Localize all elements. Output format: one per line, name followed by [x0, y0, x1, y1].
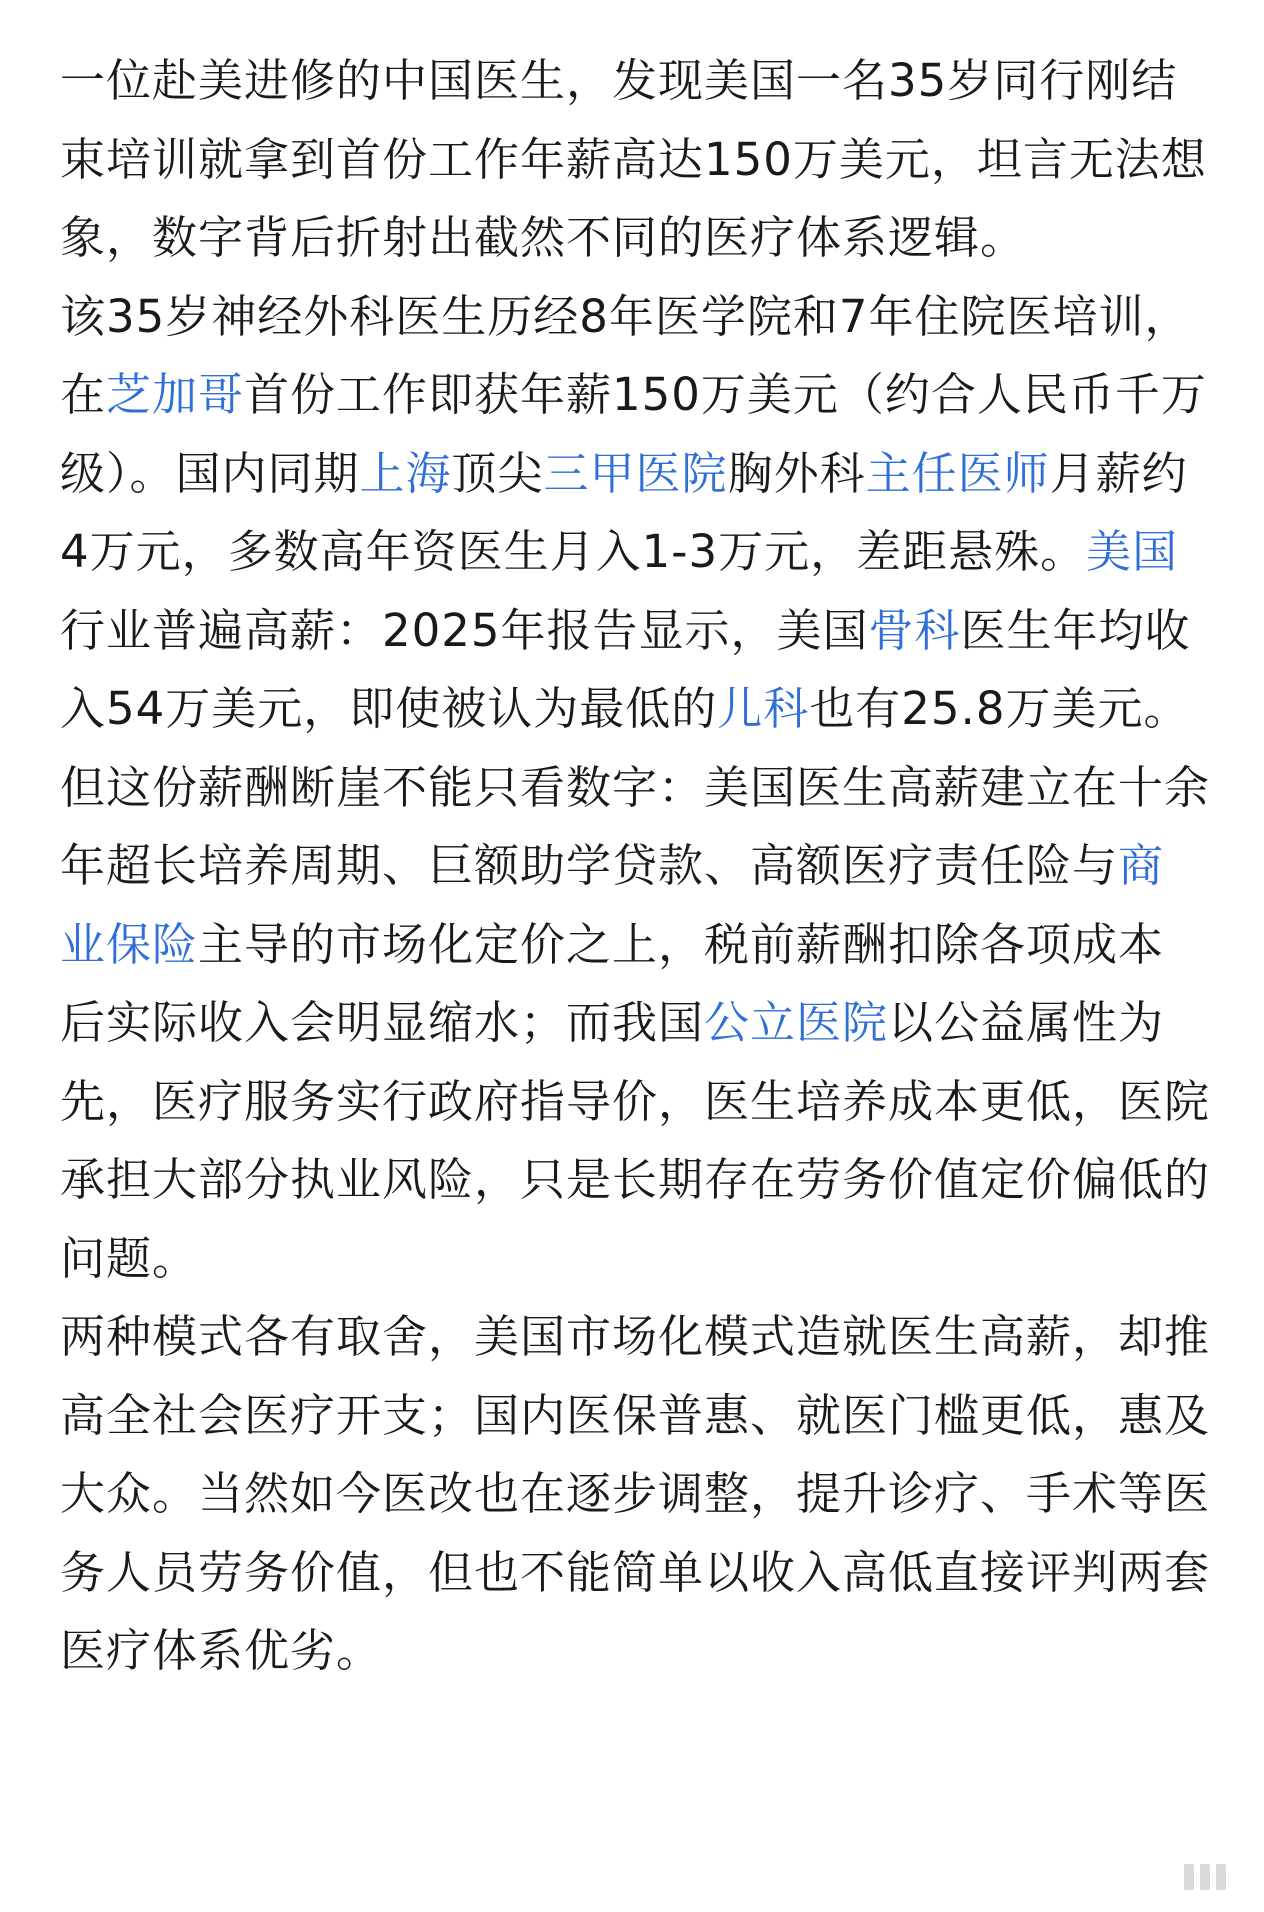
text-segment: 胸外科 — [727, 446, 866, 500]
watermark-bar — [1184, 1864, 1194, 1890]
watermark-bar — [1200, 1864, 1210, 1890]
text-segment: 该35岁神经外科医生历经8年医学院和7年住院医培训，在 — [60, 289, 1191, 421]
watermark-bar — [1216, 1864, 1226, 1890]
link-grade-a-tertiary-hospital[interactable]: 三甲医院 — [543, 446, 728, 500]
text-segment: 两种模式各有取舍，美国市场化模式造就医生高薪，却推高全社会医疗开支；国内医保普惠、就医门槛更低，惠及大众。当然如今医改也在逐步调整，提升诊疗、手术等医务人员劳务价值，但也不能简单以收入高低直接评判两套医疗体系优劣。 — [60, 1310, 1211, 1677]
text-segment: 主导的市场化定价之上，税前薪酬扣除各项成本后实际收入会明显缩水；而我国 — [60, 917, 1165, 1049]
text-segment: 首份工作即获年薪150万美元（约合人民币千万级）。国内同期 — [60, 368, 1207, 500]
watermark — [1184, 1864, 1226, 1890]
link-commercial-insurance[interactable]: 商业保险 — [60, 839, 1165, 971]
paragraph-2 — [60, 278, 1210, 749]
text-segment: 也有25.8万美元。 — [809, 682, 1190, 735]
text-segment: 行业普遍高薪：2025年报告显示，美国 — [60, 603, 869, 657]
text-segment: 医生年均收入54万美元，即使被认为最低的 — [60, 603, 1191, 735]
link-shanghai[interactable]: 上海 — [359, 446, 452, 500]
paragraph-4 — [60, 1298, 1210, 1691]
text-segment: 一位赴美进修的中国医生，发现美国一名35岁同行刚结束培训就拿到首份工作年薪高达150万美元，坦言无法想象，数字背后折射出截然不同的医疗体系逻辑。 — [60, 54, 1207, 264]
text-segment: 顶尖 — [451, 446, 544, 500]
link-public-hospital[interactable]: 公立医院 — [704, 996, 889, 1049]
paragraph-3 — [60, 749, 1210, 1299]
text-segment: 以公益属性为先，医疗服务实行政府指导价，医生培养成本更低，医院承担大部分执业风险，只是长期存在劳务价值定价偏低的问题。 — [60, 996, 1211, 1285]
link-orthopedics[interactable]: 骨科 — [868, 603, 961, 657]
link-chief-physician[interactable]: 主任医师 — [865, 446, 1050, 500]
article-body — [60, 42, 1210, 1691]
paragraph-1 — [60, 42, 1210, 278]
text-segment: 但这份薪酬断崖不能只看数字：美国医生高薪建立在十余年超长培养周期、巨额助学贷款、高额医疗责任险与 — [60, 760, 1211, 892]
link-usa[interactable]: 美国 — [1086, 525, 1179, 578]
link-chicago[interactable]: 芝加哥 — [106, 368, 245, 421]
link-pediatrics[interactable]: 儿科 — [717, 682, 810, 735]
text-segment: 月薪约4万元，多数高年资医生月入1-3万元，差距悬殊。 — [60, 446, 1188, 578]
